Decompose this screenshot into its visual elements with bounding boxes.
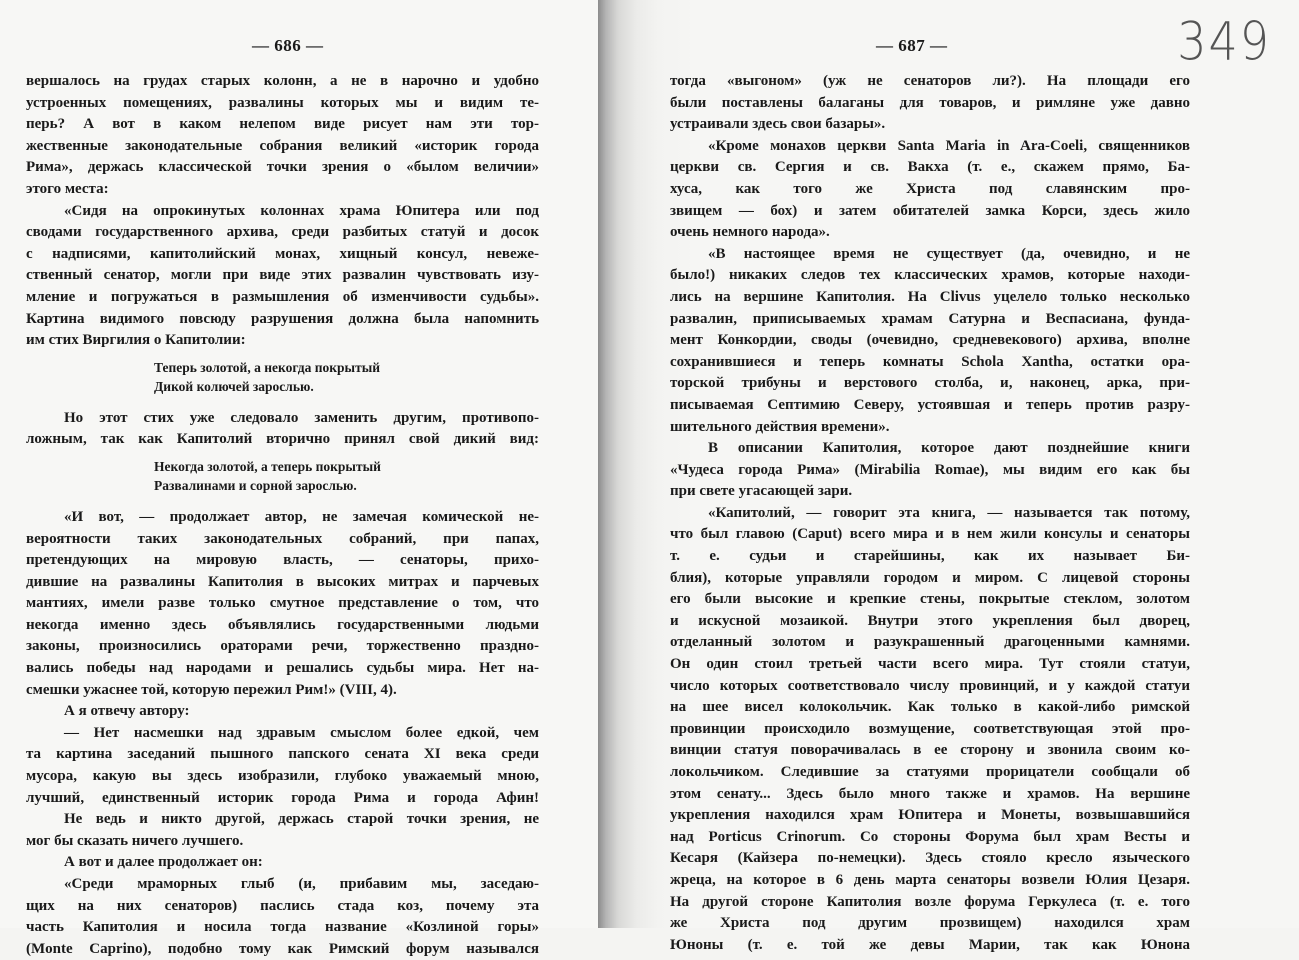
text-line: «Чудеса города Рима» (Mirabilia Romae), мы видим его как бы xyxy=(670,461,1190,478)
text-line: Не ведь и никто другой, держась старой точки зрения, не xyxy=(64,811,539,828)
text-line: устраивали здесь свои базары». xyxy=(670,116,886,133)
text-line: мусора, какую вы здесь изобразили, глубоко уважаемый мною, xyxy=(26,768,539,785)
text-line: сводами государственного архива, среди разбитых статуй и досок xyxy=(26,224,539,241)
text-line: винции статуя поворачивалась в ее сторону и звонила своим ко- xyxy=(670,742,1190,759)
text-line: На другой стороне Капитолия возле форума Геркулеса (т. е. того xyxy=(670,893,1190,910)
text-line: Он один стоил третьей части всего мира. Тут стояли статуи, xyxy=(670,656,1190,673)
text-line: мог бы сказать ничего лучшего. xyxy=(26,832,244,849)
text-line: (Monte Caprino), подобно тому как Римский форум назывался xyxy=(26,940,539,957)
verse-line: Развалинами и сорной зарослью. xyxy=(154,477,357,493)
text-line: Кесаря (Кайзера по-немецки). Здесь стояло кресло языческого xyxy=(670,850,1190,867)
text-line: писываемая Септимию Северу, устоявшая и теперь против разру- xyxy=(670,396,1190,413)
text-line: часть Капитолия и носила тогда название «Козлиной горы» xyxy=(26,919,539,936)
text-line: вались победы над народами и решались судьбы мира. Нет на- xyxy=(26,660,539,677)
text-line: число которых соответствовало числу провинций, и у каждой статуи xyxy=(670,677,1190,694)
text-line: сохранившиеся и теперь комнаты Schola Xantha, остатки ора- xyxy=(670,353,1190,370)
left-page xyxy=(0,0,598,957)
text-line: на шее висел колокольчик. Как только в какой-либо римской xyxy=(670,699,1190,716)
text-line: т. е. судьи и старейшины, как их называет Би- xyxy=(670,548,1190,565)
text-line: дившие на развалины Капитолия в высоких митрах и парчевых xyxy=(26,573,539,590)
text-line: торской трибуны и верстового столба, и, наконец, арка, при- xyxy=(670,375,1190,392)
page-number: — 687 — xyxy=(876,36,948,55)
text-line: перь? А вот в каком нелепом виде рисует нам эти тор- xyxy=(26,116,539,133)
right-page xyxy=(598,0,1299,953)
text-line: с надписями, капитолийский монах, хищный консул, невеже- xyxy=(26,245,539,262)
text-line: та картина заседаний пышного папского сената XI века среди xyxy=(26,746,539,763)
text-line: лучший, единственный историк города Рима и города Афин! xyxy=(26,789,539,806)
text-line: претендующих на мировую власть, — сенаторы, прихо- xyxy=(26,552,539,569)
handwritten-page-number: 349 xyxy=(1177,9,1271,73)
text-line: развалин, приписываемых храмам Сатурна и Веспасиана, фунда- xyxy=(670,310,1190,327)
text-line: звищем — бох) и затем обитателей замка Корси, здесь жило xyxy=(670,202,1190,219)
text-line: «И вот, — продолжает автор, не замечая комической не- xyxy=(64,508,539,525)
text-line: В описании Капитолия, которое дают позднейшие книги xyxy=(708,440,1190,457)
text-line: жественные законодательные собрания великий «историк города xyxy=(26,137,539,154)
text-line: очень немного народа». xyxy=(670,224,830,241)
text-line: ложным, так как Капитолий вторично принял свой дикий вид: xyxy=(26,431,539,448)
text-line: блия), которые управляли городом и миром. С лицевой стороны xyxy=(670,569,1190,586)
text-line: вершалось на грудах старых колонн, а не в нарочно и удобно xyxy=(26,73,539,89)
text-line: мление и погружаться в размышления об изменчивости судьбы». xyxy=(26,288,539,305)
text-line: хуса, как того же Христа под славянским про- xyxy=(670,180,1190,197)
text-line: «Капитолий, — говорит эта книга, — называется так потому, xyxy=(708,504,1190,521)
page-text xyxy=(26,71,539,960)
text-line: же Христа под другим прозвищем) находился храм xyxy=(670,915,1190,932)
verse-line: Теперь золотой, а некогда покрытый xyxy=(154,359,381,375)
page-text xyxy=(670,71,1190,956)
text-line: лись на вершине Капитолия. На Clivus уцелело только несколько xyxy=(670,288,1190,305)
text-line: мент Конкордии, своды (очевидно, средневекового) архива, вполне xyxy=(670,332,1190,349)
text-line: жреца, на которое в 6 день марта сенаторы возвели Юлия Цезаря. xyxy=(670,871,1190,888)
text-line: А вот и далее продолжает он: xyxy=(64,854,263,871)
text-line: его были высокие и крепкие стены, покрытые стеклом, золотом xyxy=(670,591,1190,608)
text-line: мантиях, имели разве только смутное представление о том, что xyxy=(26,595,539,612)
text-line: локольчиком. Следившие за статуями прорицатели сообщали об xyxy=(670,764,1190,780)
text-line: при свете угасающей зари. xyxy=(670,483,853,500)
text-line: Юноны (т. е. той же девы Марии, так как Юнона xyxy=(670,936,1190,953)
text-line: смешки ужаснее той, которую пережил Рим!» (VIII, 4). xyxy=(26,681,397,698)
verse-line: Дикой колючей зарослью. xyxy=(154,378,314,394)
text-line: им стих Виргилия о Капитолии: xyxy=(26,332,246,349)
text-line: «Сидя на опрокинутых колоннах храма Юпитера или под xyxy=(64,202,539,219)
text-line: отделанный золотом и разукрашенный драгоценными камнями. xyxy=(670,634,1190,651)
text-line: «Среди мраморных глыб (и, прибавим мы, заседаю- xyxy=(64,876,539,892)
text-line: и искусной мозаикой. Внутри этого укрепления был дворец, xyxy=(670,612,1190,629)
text-line: «Кроме монахов церкви Santa Maria in Ara-Coeli, священников xyxy=(708,137,1190,154)
verse-line: Некогда золотой, а теперь покрытый xyxy=(154,458,381,474)
spacer xyxy=(26,396,539,408)
text-line: тогда «выгоном» (уж не сенаторов ли?). На площади его xyxy=(670,73,1190,89)
text-line: укрепления находился храм Юпитера и Монеты, возвышавшийся xyxy=(670,807,1190,824)
text-line: устроенных помещениях, развалины которых мы и видим те- xyxy=(26,94,539,111)
text-line: провинции происходило возмущение, соответствующая этой про- xyxy=(670,720,1190,737)
text-line: «В настоящее время не существует (да, очевидно, и не xyxy=(708,245,1190,262)
text-line: законы, произносились ораторами речи, торжественно праздно- xyxy=(26,638,539,655)
text-line: Рима», держась классической точки зрения о «былом величии» xyxy=(26,159,539,176)
text-line: что был главою (Caput) всего мира и в нем жили консулы и сенаторы xyxy=(670,526,1190,543)
text-line: — Нет насмешки над здравым смыслом более едкой, чем xyxy=(64,724,539,741)
text-line: этом сенату... Здесь было много также и храмов. На вершине xyxy=(670,785,1190,802)
page-number: — 686 — xyxy=(252,36,324,55)
spacer xyxy=(26,495,539,507)
text-line: некогда именно здесь объявлялись государственными людьми xyxy=(26,616,539,633)
text-line: этого места: xyxy=(26,180,109,197)
text-line: Но этот стих уже следовало заменить другим, противопо- xyxy=(64,409,539,426)
text-line: шительного действия времени». xyxy=(670,418,890,435)
text-line: щих на них сенаторов) паслись стада коз, почему эта xyxy=(26,897,539,914)
text-line: было!) никаких следов тех классических храмов, которые находи- xyxy=(670,267,1190,284)
text-line: церкви св. Сергия и св. Вакха (т. е., скажем прямо, Ба- xyxy=(670,159,1190,176)
text-line: А я отвечу автору: xyxy=(64,703,190,720)
text-line: были поставлены балаганы для товаров, и римляне уже давно xyxy=(670,94,1190,111)
text-line: ственный сенатор, могли при виде этих развалин чувствовать изу- xyxy=(26,267,539,284)
text-line: над Porticus Crinorum. Со стороны Форума был храм Весты и xyxy=(670,828,1190,845)
text-line: вероятности таких законодательных собраний, при папах, xyxy=(26,530,539,547)
text-line: Картина видимого повсюду разрушения должна была напомнить xyxy=(26,310,539,327)
